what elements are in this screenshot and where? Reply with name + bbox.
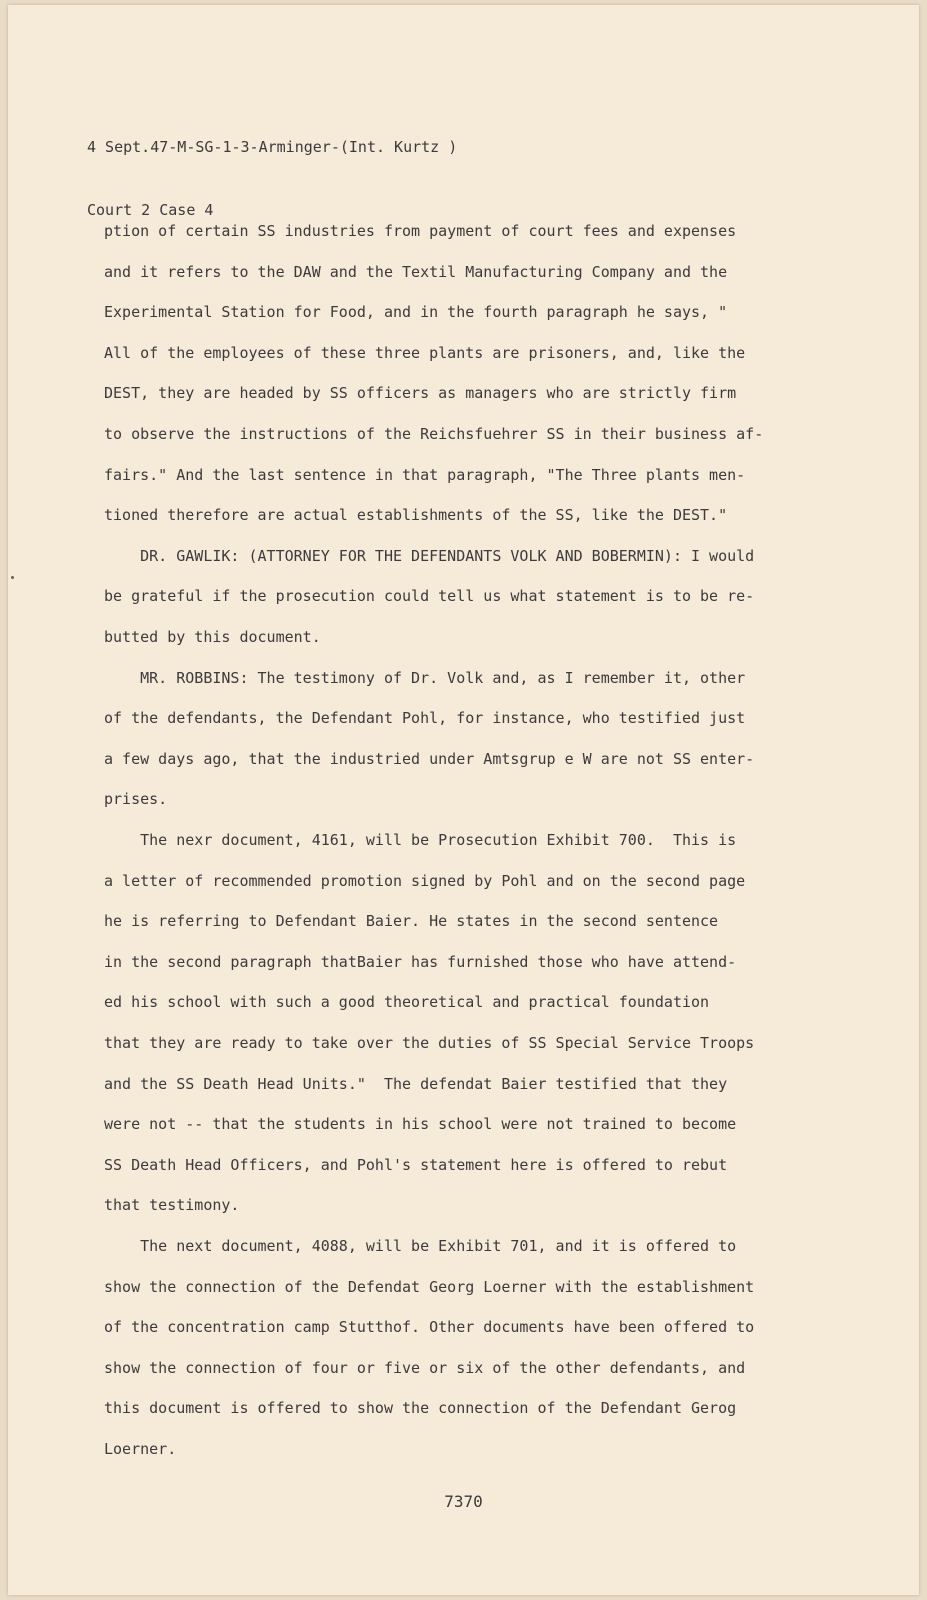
body-line: The nexr document, 4161, will be Prosecution Exhibit 700. This is (104, 831, 737, 849)
body-line: and it refers to the DAW and the Textil Manufacturing Company and the (104, 263, 728, 281)
body-line: were not -- that the students in his school were not trained to become (104, 1115, 737, 1133)
body-line: he is referring to Defendant Baier. He states in the second sentence (104, 912, 719, 930)
body-line: DEST, they are headed by SS officers as managers who are strictly firm (104, 384, 737, 402)
body-line: fairs." And the last sentence in that paragraph, "The Three plants men- (104, 466, 746, 484)
body-line: ption of certain SS industries from payment of court fees and expenses (104, 222, 737, 240)
body-line: of the defendants, the Defendant Pohl, for instance, who testified just (104, 709, 746, 727)
body-line: of the concentration camp Stutthof. Other documents have been offered to (104, 1318, 755, 1336)
body-line: SS Death Head Officers, and Pohl's statement here is offered to rebut (104, 1156, 728, 1174)
body-line: this document is offered to show the connection of the Defendant Gerog (104, 1399, 737, 1417)
paper-speck (11, 576, 14, 579)
body-line: All of the employees of these three plants are prisoners, and, like the (104, 344, 746, 362)
body-line: a letter of recommended promotion signed by Pohl and on the second page (104, 872, 746, 890)
body-line: be grateful if the prosecution could tell us what statement is to be re- (104, 587, 755, 605)
body-line: show the connection of the Defendat Georg Loerner with the establishment (104, 1278, 755, 1296)
body-line: tioned therefore are actual establishments of the SS, like the DEST." (104, 506, 728, 524)
body-line: Experimental Station for Food, and in the fourth paragraph he says, " (104, 303, 728, 321)
body-line: prises. (104, 790, 168, 808)
body-line: a few days ago, that the industried under Amtsgrup e W are not SS enter- (104, 750, 755, 768)
document-header (87, 95, 457, 242)
body-line: ed his school with such a good theoretical and practical foundation (104, 993, 710, 1011)
header-line-2: Court 2 Case 4 (87, 201, 214, 219)
body-line: Loerner. (104, 1440, 177, 1458)
header-line-1: 4 Sept.47-M-SG-1-3-Arminger-(Int. Kurtz ) (87, 138, 458, 156)
body-line: to observe the instructions of the Reichsfuehrer SS in their business af- (104, 425, 764, 443)
body-line: MR. ROBBINS: The testimony of Dr. Volk and, as I remember it, other (104, 669, 746, 687)
body-line: show the connection of four or five or six of the other defendants, and (104, 1359, 746, 1377)
body-line: that testimony. (104, 1196, 240, 1214)
body-line: DR. GAWLIK: (ATTORNEY FOR THE DEFENDANTS VOLK AND BOBERMIN): I would (104, 547, 755, 565)
body-line: butted by this document. (104, 628, 321, 646)
body-line: and the SS Death Head Units." The defendat Baier testified that they (104, 1075, 728, 1093)
body-line: The next document, 4088, will be Exhibit 701, and it is offered to (104, 1237, 737, 1255)
body-line: that they are ready to take over the duties of SS Special Service Troops (104, 1034, 755, 1052)
body-line: in the second paragraph thatBaier has furnished those who have attend- (104, 953, 737, 971)
page-number: 7370 (444, 1492, 483, 1511)
